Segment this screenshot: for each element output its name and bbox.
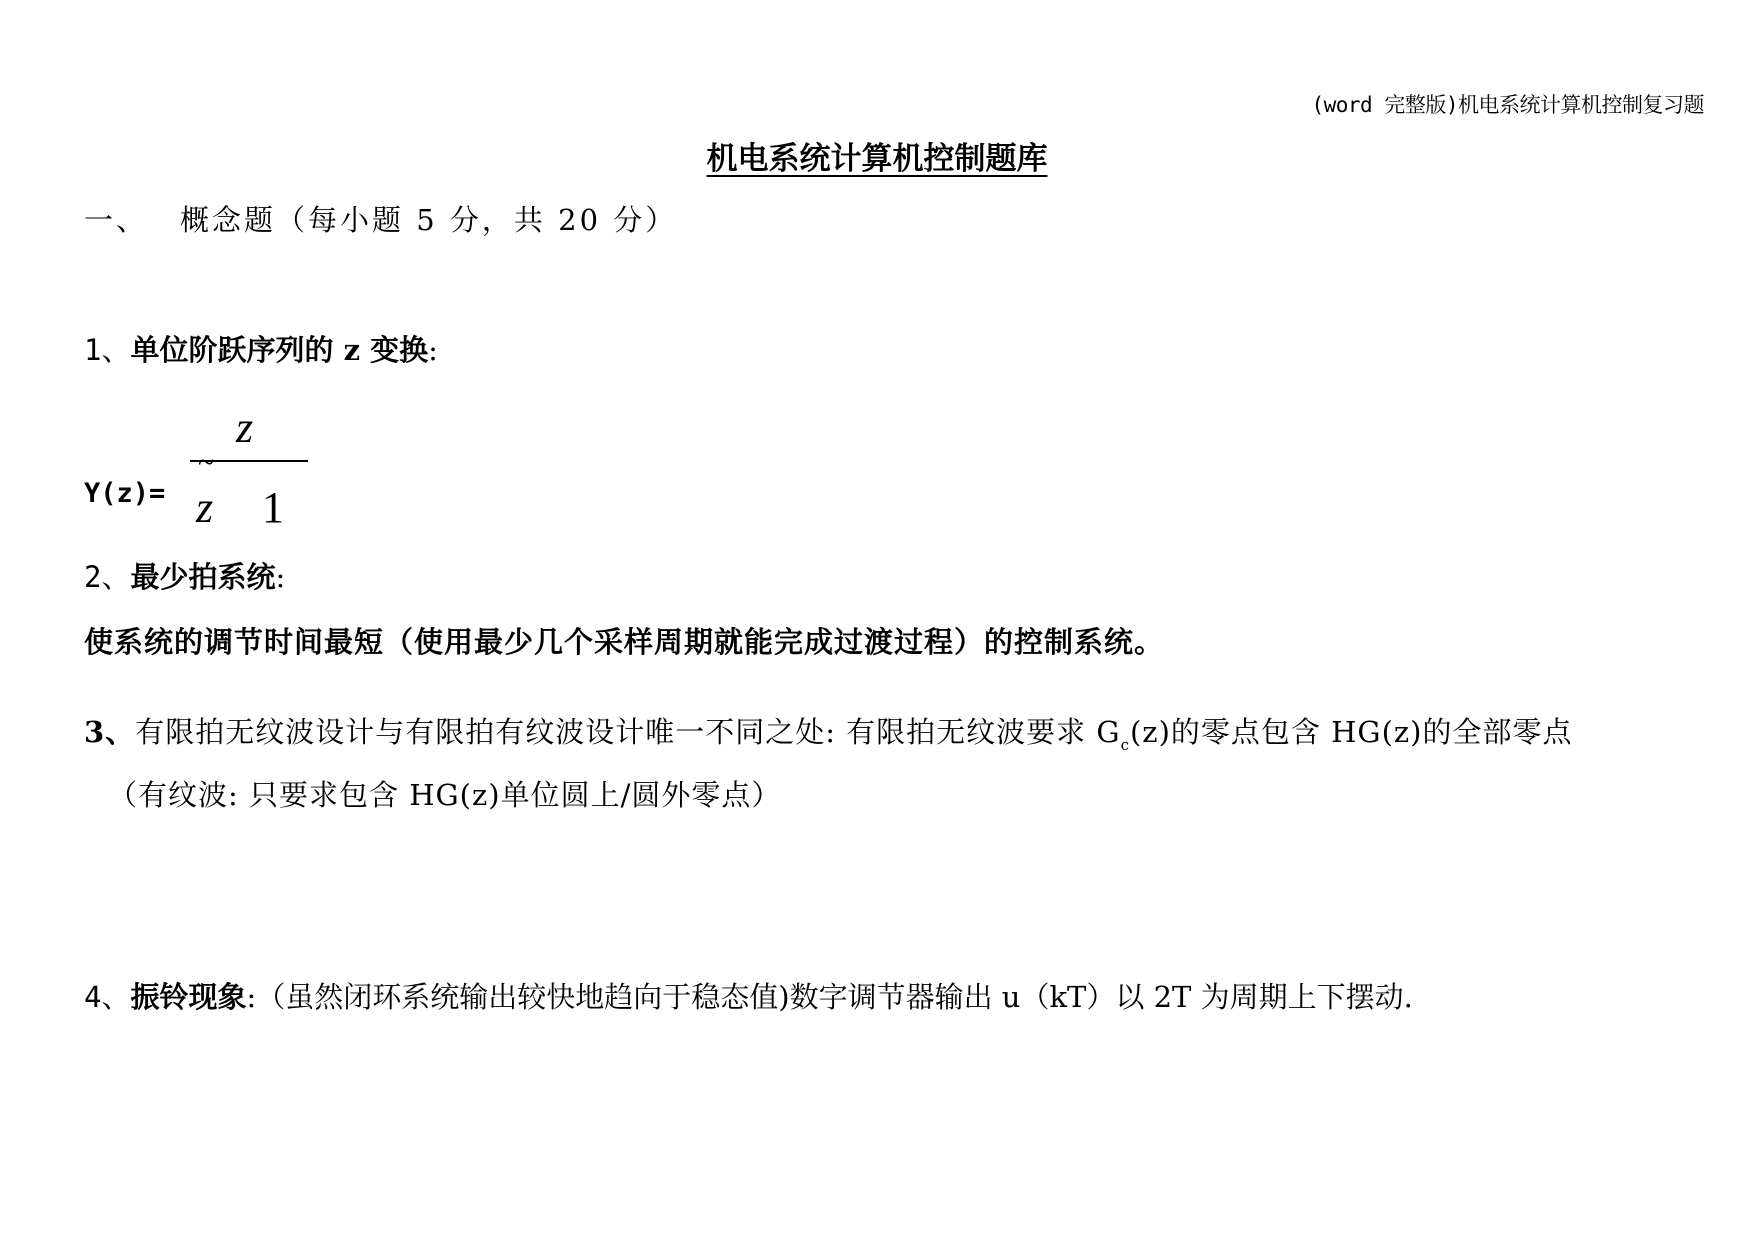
formula-denominator-constant: 1 <box>262 483 284 532</box>
question-4-number: 4、 <box>84 980 131 1014</box>
question-4-text: :（虽然闭环系统输出较快地趋向于稳态值)数字调节器输出 u（kT）以 2T 为周期上下摆动. <box>246 980 1413 1014</box>
formula-numerator: z <box>236 403 254 452</box>
question-3-number: 3、 <box>84 715 136 749</box>
question-3-subscript: c <box>1120 736 1130 754</box>
question-1-colon: : <box>428 333 438 367</box>
section-number: 一、 <box>84 203 149 237</box>
question-4-title: 振铃现象 <box>130 980 247 1014</box>
question-2-number: 2、 <box>84 560 131 594</box>
question-3 <box>84 710 1572 754</box>
question-2-title: 最少拍系统 <box>130 560 276 594</box>
question-3-continuation: （有纹波: 只要求包含 HG(z)单位圆上/圆外零点） <box>108 778 782 812</box>
question-1 <box>84 328 438 369</box>
formula-lhs: Y(z)= <box>84 478 166 509</box>
formula-denominator-operator: ~ <box>198 446 215 479</box>
question-3-text-b: (z)的零点包含 HG(z)的全部零点 <box>1129 715 1573 749</box>
question-2-answer: 使系统的调节时间最短（使用最少几个采样周期就能完成过渡过程）的控制系统。 <box>84 625 1165 659</box>
section-heading-text: 概念题（每小题 5 分，共 20 分） <box>180 203 678 237</box>
question-1-number: 1、 <box>84 333 131 367</box>
question-1-title: 单位阶跃序列的 z 变换 <box>130 333 429 367</box>
question-2 <box>84 555 285 596</box>
question-4 <box>84 975 1413 1016</box>
section-heading <box>84 198 677 239</box>
question-2-colon: : <box>275 560 286 594</box>
document-title <box>0 133 1754 178</box>
document-title-text: 机电系统计算机控制题库 <box>706 141 1048 177</box>
formula-denominator-variable: z <box>196 483 214 532</box>
question-3-lead: 有限拍无纹波设计与有限拍有纹波设计唯一不同之处: <box>135 715 836 749</box>
running-header: (word 完整版)机电系统计算机控制复习题 <box>1311 93 1704 117</box>
question-3-text-a: 有限拍无纹波要求 G <box>835 715 1121 749</box>
